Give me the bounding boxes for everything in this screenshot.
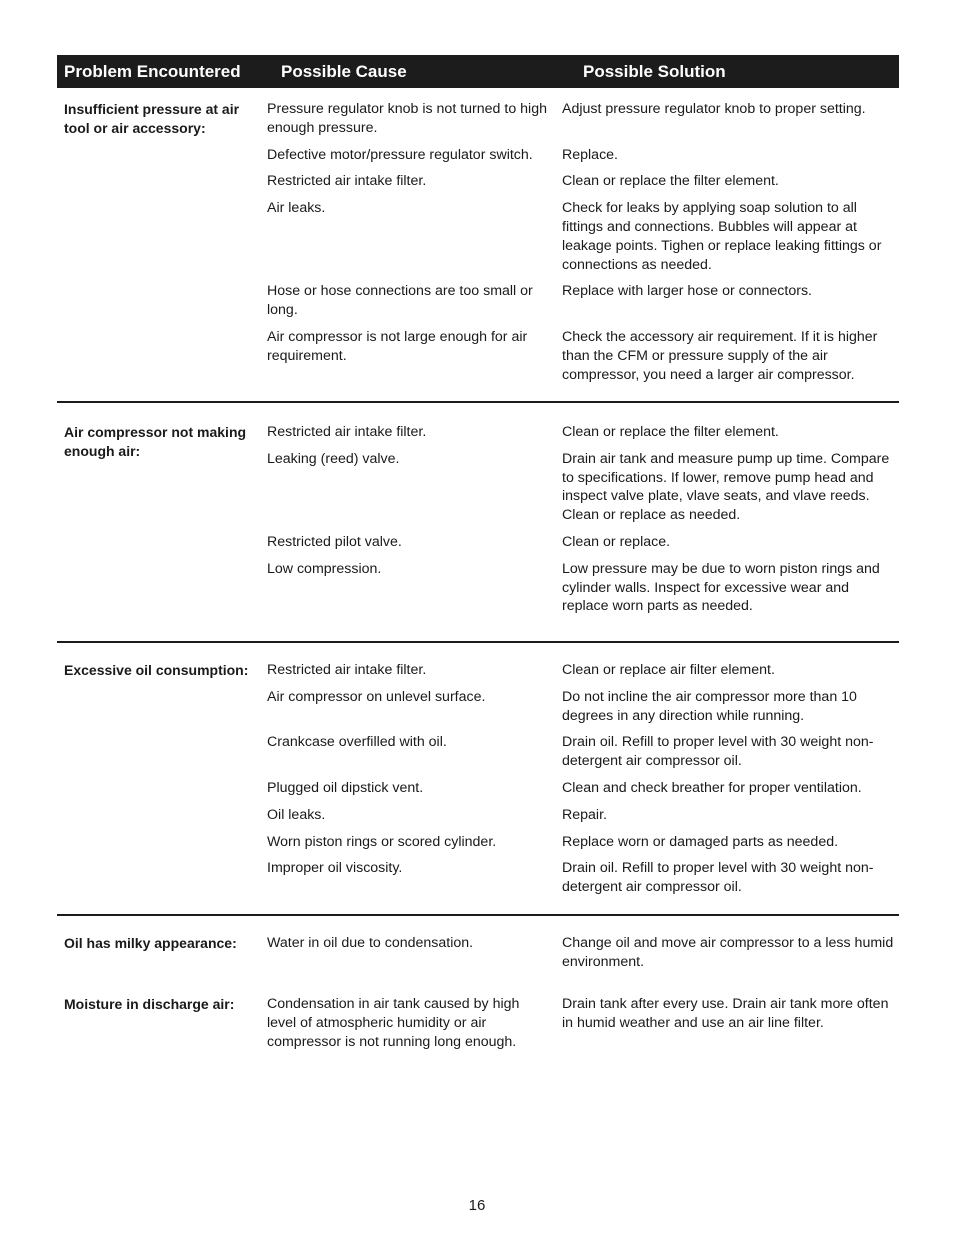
solution-cell: Drain air tank and measure pump up time. Compare to specifications. If lower, remove pump head and inspect valve plate, vlave seats, and vlave reeds. Clean or replace as needed.	[562, 450, 890, 524]
table-row	[260, 450, 899, 525]
problem-label: Oil has milky appearance:	[64, 935, 237, 951]
table-row	[260, 806, 899, 825]
cause-cell: Restricted pilot valve.	[267, 533, 402, 550]
cause-cell: Condensation in air tank caused by high level of atmospheric humidity or air compressor is not running long enough.	[267, 996, 520, 1050]
table-header	[57, 55, 899, 88]
table-row	[260, 199, 899, 274]
cause-cell: Leaking (reed) valve.	[267, 450, 400, 467]
table-row	[260, 859, 899, 897]
solution-cell: Clean or replace the filter element.	[562, 173, 779, 190]
header-cause: Possible Cause	[281, 61, 407, 81]
cause-cell: Crankcase overfilled with oil.	[267, 734, 447, 751]
table-row	[260, 688, 899, 726]
cause-cell: Plugged oil dipstick vent.	[267, 779, 424, 796]
solution-cell: Repair.	[562, 806, 607, 823]
header-solution: Possible Solution	[583, 61, 726, 81]
solution-cell: Clean or replace.	[562, 533, 671, 550]
table-row	[260, 661, 899, 680]
solution-cell: Change oil and move air compressor to a less humid environment.	[562, 935, 894, 970]
solution-cell: Replace with larger hose or connectors.	[562, 283, 812, 300]
solution-cell: Check for leaks by applying soap solution to all fittings and connections. Bubbles will appear at leakage points. Tighen or replace leaking fittings or connections as needed.	[562, 200, 882, 273]
solution-cell: Clean and check breather for proper ventilation.	[562, 779, 862, 796]
table-row	[260, 995, 899, 1051]
problem-label: Moisture in discharge air:	[64, 996, 235, 1012]
table-row	[260, 146, 899, 165]
cause-cell: Restricted air intake filter.	[267, 173, 427, 190]
solution-cell: Drain oil. Refill to proper level with 30 weight non-detergent air compressor oil.	[562, 860, 874, 896]
cause-cell: Pressure regulator knob is not turned to high enough pressure.	[267, 101, 547, 136]
section-oil-consumption	[57, 643, 899, 916]
table-row	[260, 533, 899, 552]
table-row	[260, 100, 899, 138]
cause-cell: Improper oil viscosity.	[267, 860, 403, 877]
table-row	[260, 423, 899, 442]
table-row	[260, 779, 899, 798]
solution-cell: Adjust pressure regulator knob to proper setting.	[562, 101, 866, 117]
solution-cell: Clean or replace the filter element.	[562, 424, 779, 440]
section-not-enough-air	[57, 403, 899, 643]
table-row	[260, 172, 899, 191]
problem-label: Insufficient pressure at air tool or air accessory:	[64, 101, 240, 136]
cause-cell: Water in oil due to condensation.	[267, 935, 474, 951]
header-problem: Problem Encountered	[64, 61, 241, 81]
section-moisture	[57, 995, 899, 1059]
problem-label: Air compressor not making enough air:	[64, 424, 247, 459]
problem-label: Excessive oil consumption:	[64, 662, 249, 678]
section-milky-oil	[57, 916, 899, 995]
solution-cell: Replace worn or damaged parts as needed.	[562, 833, 839, 850]
solution-cell: Do not incline the air compressor more than 10 degrees in any direction while running.	[562, 688, 857, 724]
troubleshooting-table	[57, 55, 899, 1059]
solution-cell: Replace.	[562, 146, 618, 163]
cause-cell: Air leaks.	[267, 200, 326, 217]
table-row	[260, 733, 899, 771]
solution-cell: Drain tank after every use. Drain air tank more often in humid weather and use an air line filter.	[562, 996, 889, 1031]
solution-cell: Clean or replace air filter element.	[562, 662, 775, 678]
cause-cell: Worn piston rings or scored cylinder.	[267, 833, 497, 850]
table-row	[260, 328, 899, 384]
cause-cell: Hose or hose connections are too small or long.	[267, 283, 533, 319]
cause-cell: Air compressor is not large enough for air requirement.	[267, 328, 528, 364]
cause-cell: Restricted air intake filter.	[267, 424, 427, 440]
section-insufficient-pressure	[57, 88, 899, 403]
solution-cell: Drain oil. Refill to proper level with 30 weight non-detergent air compressor oil.	[562, 734, 874, 770]
table-row	[260, 560, 899, 616]
cause-cell: Defective motor/pressure regulator switch.	[267, 146, 533, 163]
solution-cell: Low pressure may be due to worn piston rings and cylinder walls. Inspect for excessive wear and replace worn parts as needed.	[562, 560, 880, 615]
table-row	[260, 934, 899, 972]
page-number: 16	[468, 1197, 486, 1214]
table-row	[260, 833, 899, 852]
table-row	[260, 282, 899, 320]
cause-cell: Oil leaks.	[267, 806, 326, 823]
cause-cell: Restricted air intake filter.	[267, 662, 427, 678]
cause-cell: Low compression.	[267, 560, 382, 577]
cause-cell: Air compressor on unlevel surface.	[267, 688, 486, 705]
solution-cell: Check the accessory air requirement. If it is higher than the CFM or pressure supply of the air compressor, you need a larger air compressor.	[562, 328, 878, 383]
